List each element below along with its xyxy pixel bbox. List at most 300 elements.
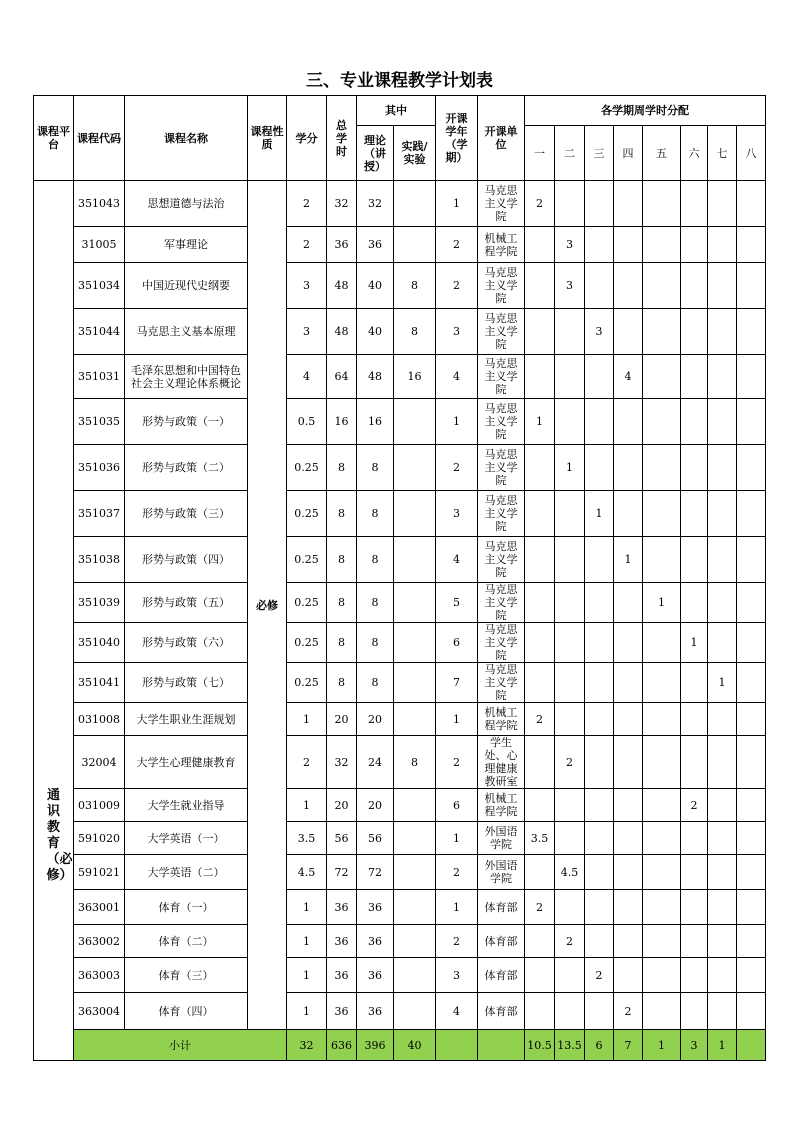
course-code: 351036 <box>74 445 125 491</box>
semester-hours <box>555 583 585 623</box>
semester-hours <box>681 583 708 623</box>
header-theory: 理论（讲授） <box>357 126 394 181</box>
course-total-hours: 48 <box>327 309 357 355</box>
semester-hours <box>643 890 681 925</box>
semester-hours <box>708 309 737 355</box>
course-credit: 0.25 <box>287 537 327 583</box>
semester-hours <box>525 583 555 623</box>
course-term: 7 <box>436 663 478 703</box>
course-name: 体育（三） <box>125 958 248 993</box>
course-credit: 0.25 <box>287 583 327 623</box>
course-code: 363001 <box>74 890 125 925</box>
course-practice-hours <box>394 399 436 445</box>
course-practice-hours <box>394 958 436 993</box>
semester-hours <box>708 736 737 789</box>
course-name: 马克思主义基本原理 <box>125 309 248 355</box>
semester-hours <box>525 925 555 958</box>
course-name: 大学生心理健康教育 <box>125 736 248 789</box>
course-code: 351039 <box>74 583 125 623</box>
table-row <box>34 822 766 855</box>
subtotal-theory: 396 <box>357 1030 394 1061</box>
semester-hours <box>708 925 737 958</box>
course-practice-hours <box>394 855 436 890</box>
platform-cell <box>34 181 74 1061</box>
table-row <box>34 399 766 445</box>
semester-hours <box>585 789 614 822</box>
course-practice-hours <box>394 890 436 925</box>
semester-hours: 2 <box>555 925 585 958</box>
course-code: 591021 <box>74 855 125 890</box>
semester-hours <box>737 491 766 537</box>
course-term: 4 <box>436 993 478 1030</box>
semester-hours <box>681 993 708 1030</box>
table-row <box>34 958 766 993</box>
semester-hours <box>585 263 614 309</box>
course-practice-hours <box>394 445 436 491</box>
course-total-hours: 16 <box>327 399 357 445</box>
semester-hours <box>643 789 681 822</box>
course-code: 31005 <box>74 227 125 263</box>
semester-hours <box>708 789 737 822</box>
course-total-hours: 8 <box>327 663 357 703</box>
course-dept: 马克思主义学院 <box>478 537 525 583</box>
course-name: 大学英语（一） <box>125 822 248 855</box>
header-credit: 学分 <box>287 96 327 181</box>
course-name: 形势与政策（二） <box>125 445 248 491</box>
course-term: 3 <box>436 309 478 355</box>
table-row <box>34 309 766 355</box>
semester-hours <box>614 583 643 623</box>
course-term: 1 <box>436 181 478 227</box>
course-total-hours: 8 <box>327 445 357 491</box>
semester-hours <box>643 822 681 855</box>
semester-hours: 3 <box>555 263 585 309</box>
semester-hours <box>525 663 555 703</box>
semester-hours <box>614 181 643 227</box>
course-code: 351041 <box>74 663 125 703</box>
semester-hours: 1 <box>585 491 614 537</box>
semester-hours <box>643 309 681 355</box>
semester-hours <box>643 445 681 491</box>
course-total-hours: 36 <box>327 958 357 993</box>
semester-hours <box>525 263 555 309</box>
course-name: 大学英语（二） <box>125 855 248 890</box>
semester-hours <box>614 925 643 958</box>
course-code: 351043 <box>74 181 125 227</box>
semester-hours <box>643 227 681 263</box>
semester-hours <box>643 855 681 890</box>
course-dept: 马克思主义学院 <box>478 583 525 623</box>
semester-hours: 3.5 <box>525 822 555 855</box>
semester-hours: 1 <box>708 663 737 703</box>
course-credit: 1 <box>287 958 327 993</box>
semester-hours <box>555 703 585 736</box>
course-practice-hours <box>394 491 436 537</box>
semester-hours <box>681 309 708 355</box>
semester-hours <box>643 736 681 789</box>
subtotal-semester: 10.5 <box>525 1030 555 1061</box>
semester-hours <box>681 703 708 736</box>
course-dept: 学生处、心理健康教研室 <box>478 736 525 789</box>
course-total-hours: 20 <box>327 703 357 736</box>
course-theory-hours: 56 <box>357 822 394 855</box>
course-term: 6 <box>436 623 478 663</box>
course-total-hours: 32 <box>327 181 357 227</box>
course-practice-hours <box>394 537 436 583</box>
course-term: 2 <box>436 227 478 263</box>
header-platform: 课程平台 <box>34 96 74 181</box>
semester-hours <box>614 958 643 993</box>
course-dept: 马克思主义学院 <box>478 309 525 355</box>
semester-hours: 2 <box>525 181 555 227</box>
semester-hours: 1 <box>643 583 681 623</box>
course-name: 形势与政策（七） <box>125 663 248 703</box>
course-practice-hours: 8 <box>394 736 436 789</box>
semester-hours <box>614 789 643 822</box>
course-dept: 体育部 <box>478 958 525 993</box>
subtotal-semester: 7 <box>614 1030 643 1061</box>
course-theory-hours: 16 <box>357 399 394 445</box>
course-name: 大学生职业生涯规划 <box>125 703 248 736</box>
course-theory-hours: 72 <box>357 855 394 890</box>
course-total-hours: 48 <box>327 263 357 309</box>
semester-hours <box>708 181 737 227</box>
course-practice-hours: 8 <box>394 309 436 355</box>
semester-hours <box>585 925 614 958</box>
course-theory-hours: 20 <box>357 789 394 822</box>
course-dept: 马克思主义学院 <box>478 181 525 227</box>
semester-hours <box>555 537 585 583</box>
course-credit: 3 <box>287 263 327 309</box>
header-practice: 实践/实验 <box>394 126 436 181</box>
semester-hours <box>555 355 585 399</box>
course-name: 形势与政策（六） <box>125 623 248 663</box>
course-code: 363002 <box>74 925 125 958</box>
course-theory-hours: 36 <box>357 958 394 993</box>
header-name: 课程名称 <box>125 96 248 181</box>
course-total-hours: 8 <box>327 537 357 583</box>
semester-hours <box>643 623 681 663</box>
semester-hours <box>585 227 614 263</box>
table-row <box>34 855 766 890</box>
semester-hours: 1 <box>555 445 585 491</box>
semester-hours <box>737 263 766 309</box>
course-term: 4 <box>436 355 478 399</box>
semester-hours <box>708 703 737 736</box>
course-code: 351038 <box>74 537 125 583</box>
header-semester: 七 <box>708 126 737 181</box>
course-code: 351034 <box>74 263 125 309</box>
course-dept: 机械工程学院 <box>478 789 525 822</box>
semester-hours <box>585 445 614 491</box>
course-plan-table <box>33 95 766 1061</box>
semester-hours <box>614 736 643 789</box>
semester-hours <box>737 227 766 263</box>
semester-hours <box>555 663 585 703</box>
table-row <box>34 181 766 227</box>
course-theory-hours: 8 <box>357 491 394 537</box>
course-practice-hours: 8 <box>394 263 436 309</box>
course-theory-hours: 32 <box>357 181 394 227</box>
course-term: 1 <box>436 890 478 925</box>
course-theory-hours: 36 <box>357 890 394 925</box>
course-code: 363003 <box>74 958 125 993</box>
course-name: 大学生就业指导 <box>125 789 248 822</box>
semester-hours <box>737 890 766 925</box>
subtotal-semester <box>737 1030 766 1061</box>
semester-hours <box>614 227 643 263</box>
course-practice-hours <box>394 663 436 703</box>
table-row <box>34 993 766 1030</box>
semester-hours: 2 <box>585 958 614 993</box>
semester-hours <box>643 663 681 703</box>
course-code: 031009 <box>74 789 125 822</box>
semester-hours <box>737 958 766 993</box>
semester-hours <box>614 822 643 855</box>
semester-hours: 2 <box>614 993 643 1030</box>
course-name: 思想道德与法治 <box>125 181 248 227</box>
semester-hours <box>737 181 766 227</box>
semester-hours: 3 <box>555 227 585 263</box>
table-row <box>34 890 766 925</box>
semester-hours <box>681 227 708 263</box>
course-name: 形势与政策（一） <box>125 399 248 445</box>
semester-hours <box>525 855 555 890</box>
course-theory-hours: 8 <box>357 583 394 623</box>
course-credit: 1 <box>287 993 327 1030</box>
semester-hours <box>525 227 555 263</box>
semester-hours <box>737 925 766 958</box>
course-total-hours: 36 <box>327 925 357 958</box>
semester-hours <box>708 890 737 925</box>
semester-hours <box>681 399 708 445</box>
course-code: 351044 <box>74 309 125 355</box>
semester-hours <box>585 993 614 1030</box>
subtotal-semester: 1 <box>708 1030 737 1061</box>
table-row <box>34 583 766 623</box>
semester-hours <box>708 263 737 309</box>
semester-hours <box>737 583 766 623</box>
semester-hours <box>708 355 737 399</box>
subtotal-semester: 1 <box>643 1030 681 1061</box>
semester-hours <box>681 181 708 227</box>
semester-hours <box>525 309 555 355</box>
course-total-hours: 8 <box>327 491 357 537</box>
semester-hours <box>737 855 766 890</box>
semester-hours <box>614 703 643 736</box>
course-term: 2 <box>436 445 478 491</box>
course-total-hours: 72 <box>327 855 357 890</box>
semester-hours <box>614 399 643 445</box>
semester-hours: 4.5 <box>555 855 585 890</box>
semester-hours: 2 <box>681 789 708 822</box>
semester-hours <box>555 181 585 227</box>
course-theory-hours: 8 <box>357 663 394 703</box>
course-practice-hours <box>394 583 436 623</box>
semester-hours <box>681 491 708 537</box>
table-row <box>34 263 766 309</box>
course-credit: 0.5 <box>287 399 327 445</box>
course-dept: 马克思主义学院 <box>478 399 525 445</box>
course-credit: 0.25 <box>287 491 327 537</box>
course-theory-hours: 40 <box>357 263 394 309</box>
course-term: 1 <box>436 399 478 445</box>
header-of-which: 其中 <box>357 96 436 126</box>
course-term: 6 <box>436 789 478 822</box>
course-dept: 马克思主义学院 <box>478 263 525 309</box>
course-practice-hours: 16 <box>394 355 436 399</box>
course-theory-hours: 36 <box>357 925 394 958</box>
semester-hours <box>708 822 737 855</box>
course-total-hours: 36 <box>327 890 357 925</box>
course-name: 体育（二） <box>125 925 248 958</box>
semester-hours <box>737 537 766 583</box>
header-weekly: 各学期周学时分配 <box>525 96 766 126</box>
header-semester: 八 <box>737 126 766 181</box>
course-term: 2 <box>436 925 478 958</box>
semester-hours <box>555 890 585 925</box>
semester-hours <box>525 993 555 1030</box>
course-dept: 体育部 <box>478 925 525 958</box>
semester-hours <box>737 445 766 491</box>
course-credit: 0.25 <box>287 623 327 663</box>
course-code: 351037 <box>74 491 125 537</box>
subtotal-semester: 6 <box>585 1030 614 1061</box>
semester-hours <box>614 855 643 890</box>
course-practice-hours <box>394 623 436 663</box>
course-name: 中国近现代史纲要 <box>125 263 248 309</box>
semester-hours <box>643 925 681 958</box>
course-credit: 0.25 <box>287 663 327 703</box>
semester-hours <box>708 445 737 491</box>
table-row <box>34 445 766 491</box>
course-term: 1 <box>436 703 478 736</box>
course-dept: 机械工程学院 <box>478 703 525 736</box>
course-total-hours: 20 <box>327 789 357 822</box>
table-row <box>34 736 766 789</box>
semester-hours <box>643 703 681 736</box>
course-term: 1 <box>436 822 478 855</box>
header-semester: 一 <box>525 126 555 181</box>
semester-hours <box>737 703 766 736</box>
semester-hours <box>681 890 708 925</box>
course-total-hours: 64 <box>327 355 357 399</box>
header-year: 开课学年（学期） <box>436 96 478 181</box>
subtotal-dept <box>478 1030 525 1061</box>
semester-hours <box>681 537 708 583</box>
course-code: 351040 <box>74 623 125 663</box>
semester-hours <box>614 491 643 537</box>
semester-hours <box>585 890 614 925</box>
semester-hours <box>737 993 766 1030</box>
semester-hours: 2 <box>525 703 555 736</box>
semester-hours <box>737 663 766 703</box>
course-code: 351031 <box>74 355 125 399</box>
header-semester: 二 <box>555 126 585 181</box>
course-total-hours: 8 <box>327 623 357 663</box>
semester-hours <box>737 623 766 663</box>
course-practice-hours <box>394 789 436 822</box>
subtotal-hours: 636 <box>327 1030 357 1061</box>
course-dept: 马克思主义学院 <box>478 491 525 537</box>
semester-hours <box>614 445 643 491</box>
semester-hours <box>525 537 555 583</box>
semester-hours <box>525 958 555 993</box>
header-semester: 六 <box>681 126 708 181</box>
course-code: 363004 <box>74 993 125 1030</box>
semester-hours <box>585 736 614 789</box>
table-row <box>34 623 766 663</box>
course-dept: 马克思主义学院 <box>478 663 525 703</box>
subtotal-credit: 32 <box>287 1030 327 1061</box>
course-code: 591020 <box>74 822 125 855</box>
course-name: 形势与政策（四） <box>125 537 248 583</box>
table-row <box>34 703 766 736</box>
course-credit: 0.25 <box>287 445 327 491</box>
course-name: 军事理论 <box>125 227 248 263</box>
header-semester: 四 <box>614 126 643 181</box>
semester-hours <box>585 583 614 623</box>
semester-hours <box>525 491 555 537</box>
course-dept: 体育部 <box>478 993 525 1030</box>
course-name: 形势与政策（五） <box>125 583 248 623</box>
subtotal-row <box>34 1030 766 1061</box>
course-theory-hours: 36 <box>357 993 394 1030</box>
semester-hours: 3 <box>585 309 614 355</box>
table-row <box>34 663 766 703</box>
semester-hours: 1 <box>681 623 708 663</box>
semester-hours <box>585 822 614 855</box>
semester-hours <box>555 958 585 993</box>
course-credit: 2 <box>287 227 327 263</box>
semester-hours <box>737 789 766 822</box>
semester-hours <box>708 993 737 1030</box>
course-theory-hours: 8 <box>357 537 394 583</box>
semester-hours <box>681 445 708 491</box>
course-nature: 必修 <box>248 181 287 1030</box>
table-row <box>34 925 766 958</box>
course-theory-hours: 24 <box>357 736 394 789</box>
course-code: 031008 <box>74 703 125 736</box>
semester-hours <box>708 537 737 583</box>
course-dept: 马克思主义学院 <box>478 445 525 491</box>
course-practice-hours <box>394 703 436 736</box>
semester-hours <box>614 309 643 355</box>
semester-hours <box>585 703 614 736</box>
course-theory-hours: 8 <box>357 623 394 663</box>
semester-hours: 1 <box>614 537 643 583</box>
course-term: 3 <box>436 491 478 537</box>
page-title: 三、专业课程教学计划表 <box>306 71 493 91</box>
course-term: 2 <box>436 736 478 789</box>
table-row <box>34 355 766 399</box>
course-dept: 外国语学院 <box>478 855 525 890</box>
semester-hours <box>708 623 737 663</box>
semester-hours <box>555 399 585 445</box>
header-semester: 五 <box>643 126 681 181</box>
course-total-hours: 32 <box>327 736 357 789</box>
course-practice-hours <box>394 181 436 227</box>
semester-hours <box>614 623 643 663</box>
course-credit: 1 <box>287 890 327 925</box>
course-name: 形势与政策（三） <box>125 491 248 537</box>
course-theory-hours: 40 <box>357 309 394 355</box>
semester-hours <box>681 958 708 993</box>
course-total-hours: 36 <box>327 227 357 263</box>
semester-hours <box>681 663 708 703</box>
semester-hours <box>737 736 766 789</box>
course-dept: 机械工程学院 <box>478 227 525 263</box>
